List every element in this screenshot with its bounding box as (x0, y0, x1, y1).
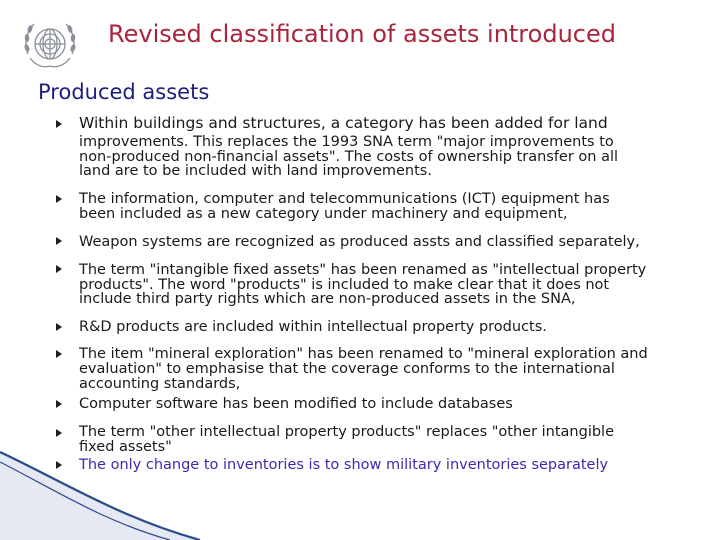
list-item-line: The term "other intellectual property products" replaces "other intangible (79, 424, 614, 440)
triangle-bullet-icon (56, 237, 62, 245)
list-item-line: evaluation" to emphasise that the coverage conforms to the international (79, 361, 615, 377)
section-heading: Produced assets (38, 80, 210, 104)
un-emblem-icon (18, 18, 82, 72)
triangle-bullet-icon (56, 350, 62, 358)
list-item-line: been included as a new category under machinery and equipment, (79, 206, 568, 222)
triangle-bullet-icon (56, 195, 62, 203)
list-item-line: R&D products are included within intellectual property products. (79, 319, 547, 335)
list-item-line: include third party rights which are non-produced assets in the SNA, (79, 291, 576, 307)
list-item-line: Computer software has been modified to include databases (79, 396, 513, 412)
list-item-line: The information, computer and telecommunications (ICT) equipment has (79, 191, 610, 207)
list-item-line: non-produced non-financial assets". The costs of ownership transfer on all (79, 149, 619, 165)
triangle-bullet-icon (56, 323, 62, 331)
list-item-line: The only change to inventories is to show military inventories separately (79, 457, 609, 473)
list-item-line: improvements. This replaces the 1993 SNA term "major improvements to (79, 134, 614, 150)
list-item-line: Weapon systems are recognized as produced assts and classified separately, (79, 234, 640, 250)
list-item-line: land are to be included with land improvements. (79, 163, 432, 179)
decorative-swoosh (0, 440, 720, 540)
list-item-line: fixed assets" (79, 439, 172, 455)
triangle-bullet-icon (56, 429, 62, 437)
list-item-line: Within buildings and structures, a category has been added for land (79, 114, 608, 132)
triangle-bullet-icon (56, 265, 62, 273)
list-item-line: The term "intangible fixed assets" has been renamed as "intellectual property (79, 262, 647, 278)
list-item-line: The item "mineral exploration" has been renamed to "mineral exploration and (79, 346, 648, 362)
list-item-line: accounting standards, (79, 376, 241, 392)
triangle-bullet-icon (56, 400, 62, 408)
list-item-line: products". The word "products" is included to make clear that it does not (79, 277, 610, 293)
triangle-bullet-icon (56, 120, 62, 128)
slide-title: Revised classification of assets introduced (108, 20, 616, 48)
